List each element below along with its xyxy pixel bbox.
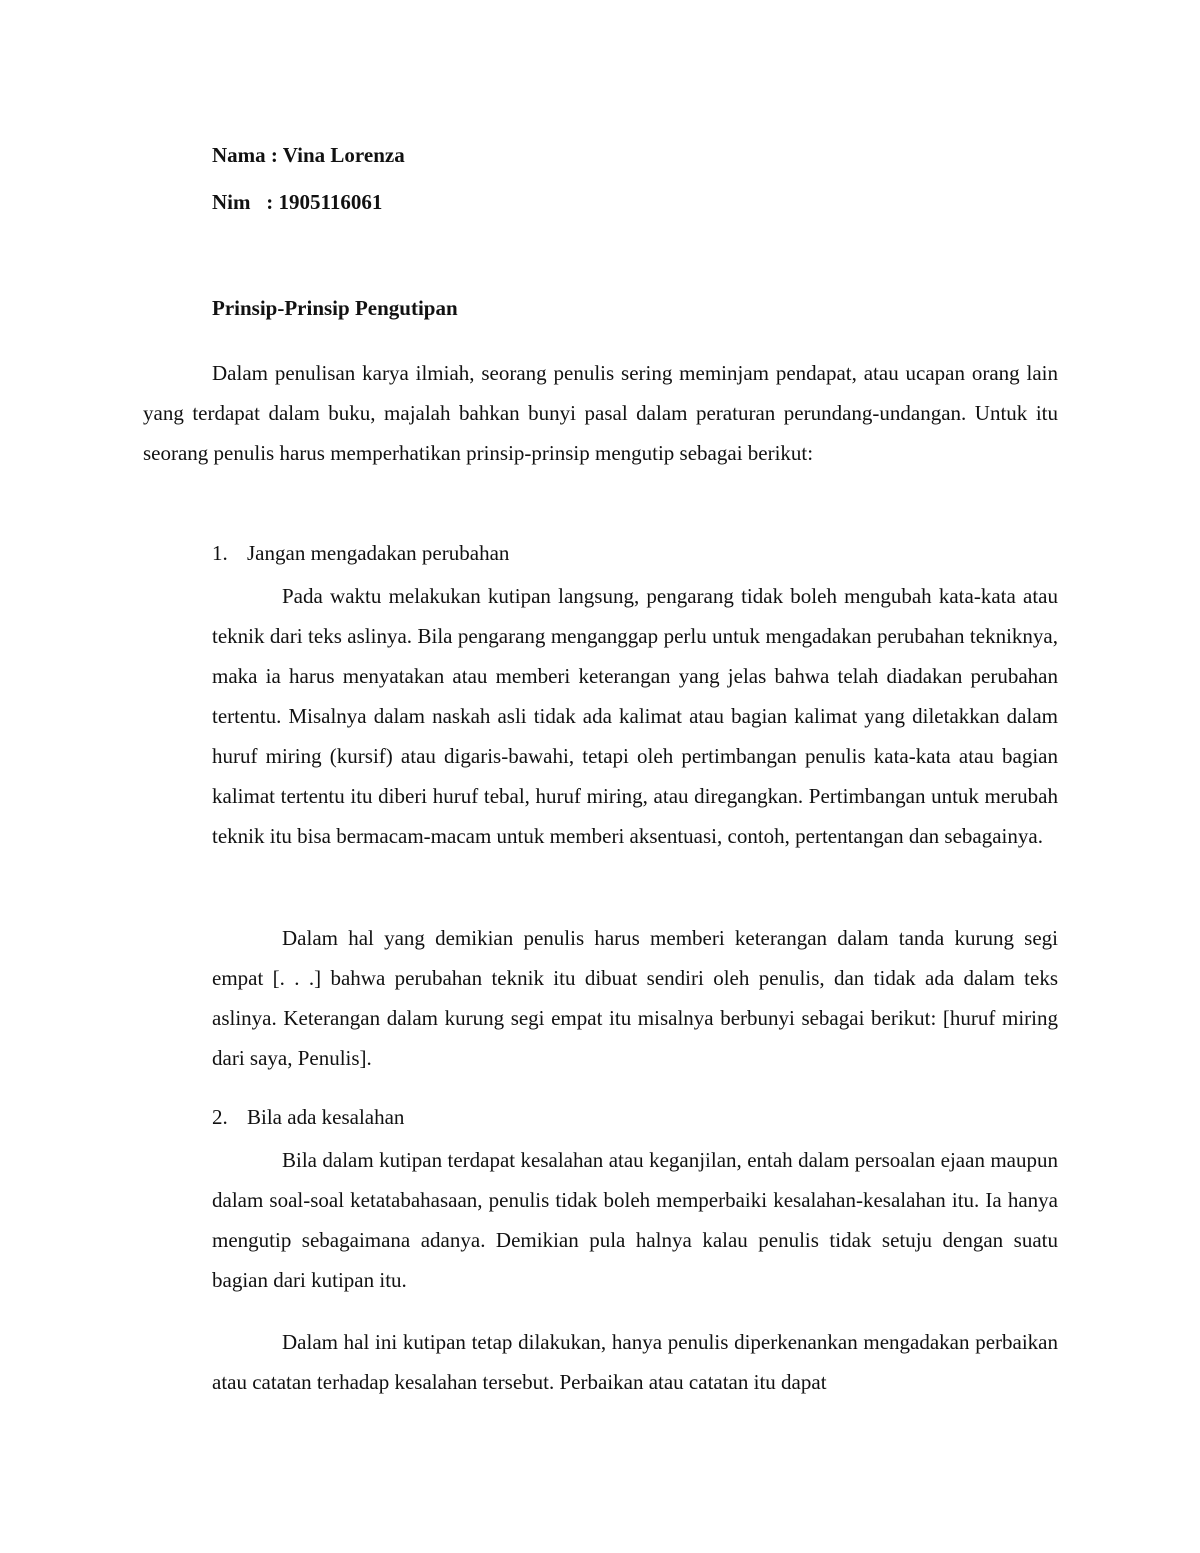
section-2-paragraph-2: Dalam hal ini kutipan tetap dilakukan, hanya penulis diperkenankan mengadakan perbaikan atau catatan terhadap kesalahan tersebut. Perbaikan atau catatan itu dapat — [212, 1330, 1058, 1394]
section-2-title: Bila ada kesalahan — [247, 1105, 405, 1129]
document-title: Prinsip-Prinsip Pengutipan — [212, 296, 458, 320]
nim-line: Nim : 1905116061 — [212, 190, 383, 214]
section-2-paragraph-1: Bila dalam kutipan terdapat kesalahan atau keganjilan, entah dalam persoalan ejaan maupun dalam soal-soal ketatabahasaan, penulis tidak boleh memperbaiki kesalahan-kesalahan itu. Ia hanya mengutip sebagaimana adanya. Demikian pula halnya kalau penulis tidak setuju dengan suatu bagian dari kutipan itu. — [212, 1148, 1058, 1292]
intro-paragraph-block — [143, 353, 1058, 473]
section-2-heading — [212, 1097, 404, 1137]
section-1-paragraph-1: Pada waktu melakukan kutipan langsung, pengarang tidak boleh mengubah kata-kata atau teknik dari teks aslinya. Bila pengarang menganggap perlu untuk mengadakan perubahan tekniknya, maka ia harus menyatakan atau memberi keterangan yang jelas bahwa telah diadakan perubahan tertentu. Misalnya dalam naskah asli tidak ada kalimat atau bagian kalimat yang diletakkan dalam huruf miring (kursif) atau digaris-bawahi, tetapi oleh pertimbangan penulis kata-kata atau bagian kalimat tertentu itu diberi huruf tebal, huruf miring, atau diregangkan. Pertimbangan untuk merubah teknik itu bisa bermacam-macam untuk memberi aksentuasi, contoh, pertentangan dan sebagainya. — [212, 584, 1058, 848]
name-line: Nama : Vina Lorenza — [212, 143, 405, 167]
section-2-number: 2. — [212, 1105, 228, 1129]
section-1-heading — [212, 533, 509, 573]
intro-paragraph: Dalam penulisan karya ilmiah, seorang penulis sering meminjam pendapat, atau ucapan orang lain yang terdapat dalam buku, majalah bahkan bunyi pasal dalam peraturan perundang-undangan. Untuk itu seorang penulis harus memperhatikan prinsip-prinsip mengutip sebagai berikut: — [143, 361, 1058, 465]
section-1-number: 1. — [212, 541, 228, 565]
section-1-title: Jangan mengadakan perubahan — [247, 541, 510, 565]
section-1-paragraph-2: Dalam hal yang demikian penulis harus memberi keterangan dalam tanda kurung segi empat [. . .] bahwa perubahan teknik itu dibuat sendiri oleh penulis, dan tidak ada dalam teks aslinya. Keterangan dalam kurung segi empat itu misalnya berbunyi sebagai berikut: [huruf miring dari saya, Penulis]. — [212, 926, 1058, 1070]
